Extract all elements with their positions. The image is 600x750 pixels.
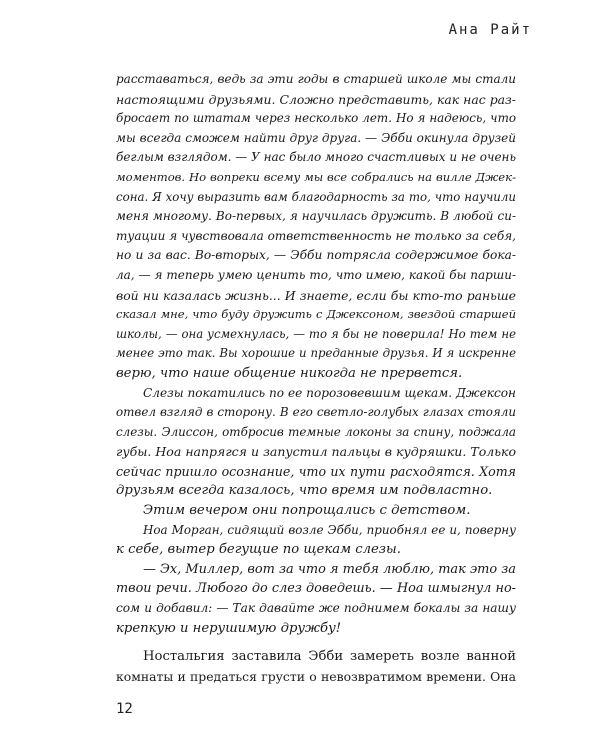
- text-line: сейчас пришло осознание, что их пути расходятся. Хотя: [116, 463, 516, 479]
- roman-paragraph: [116, 647, 516, 686]
- text-line: мы всегда сможем найти друг друга. — Эбби окинула друзей: [116, 130, 516, 145]
- text-line: сказал мне, что буду дружить с Джексоном, звездой старшей: [116, 307, 516, 322]
- text-line: школы, — она усмехнулась, — то я бы не поверила! Но тем не: [116, 326, 516, 341]
- text-line: Ностальгия заставила Эбби замереть возле ванной: [143, 649, 516, 664]
- paragraph: [116, 647, 516, 686]
- text-line: Этим вечером они попрощались с детством.: [143, 503, 471, 519]
- text-line: расставаться, ведь за эти годы в старшей школе мы стали: [116, 72, 516, 86]
- paragraph: [116, 501, 516, 521]
- text-line: друзьям всегда казалось, что время им подвластно.: [116, 483, 493, 499]
- text-line: меня многому. Во-первых, я научилась дружить. В любой си-: [116, 209, 516, 224]
- text-line: — Эх, Миллер, вот за что я тебя люблю, так это за: [143, 561, 516, 577]
- paragraph: [116, 560, 516, 638]
- text-line: ла, — я теперь умею ценить то, что имею, какой бы парши-: [116, 267, 516, 282]
- paragraph: [116, 384, 516, 502]
- text-line: сом и добавил: — Так давайте же поднимем бокалы за нашу: [116, 601, 516, 616]
- paragraph: [116, 521, 516, 560]
- running-header: Ана Райт: [448, 22, 532, 38]
- text-line: настоящими друзьями. Сложно представить, как нас раз-: [116, 91, 516, 107]
- text-line: отвел взгляд в сторону. В его светло-голубых глазах стояли: [116, 405, 516, 420]
- text-line: губы. Ноа напрягся и запустил пальцы в кудряшки. Только: [116, 444, 516, 460]
- page-number: 12: [116, 701, 133, 717]
- italic-passage: [116, 70, 516, 638]
- text-line: вой ни казалась жизнь... И знаете, если бы кто-то раньше: [116, 287, 516, 303]
- text-line: Ноа Морган, сидящий возле Эбби, приобнял ее и, поверну: [143, 522, 516, 537]
- text-line: крепкую и нерушимую дружбу!: [116, 620, 342, 636]
- text-line: слезы. Элиссон, отбросив темные локоны за спину, поджала: [116, 424, 516, 439]
- text-line: моментов. Но вопреки всему мы все собрались на вилле Джек-: [116, 169, 516, 184]
- text-line: Слезы покатились по ее порозовевшим щекам. Джексон: [143, 385, 516, 400]
- text-line: верю, что наше общение никогда не прервется.: [116, 365, 463, 381]
- text-line: бросает по штатам через несколько лет. Но я надеюсь, что: [116, 111, 516, 126]
- text-line: менее это так. Вы хорошие и преданные друзья. И я искренне: [116, 346, 516, 361]
- paragraph: [116, 70, 516, 384]
- text-line: туации я чувствовала ответственность не только за себя,: [116, 228, 516, 243]
- text-line: сона. Я хочу выразить вам благодарность за то, что научили: [116, 189, 516, 204]
- text-line: комнаты и предаться грусти о невозвратимом времени. Она: [116, 668, 516, 684]
- text-line: беглым взглядом. — У нас было много счастливых и не очень: [116, 150, 516, 165]
- text-line: к себе, вытер бегущие по щекам слезы.: [116, 542, 401, 558]
- text-line: твои речи. Любого до слез доведешь. — Ноа шмыгнул но-: [116, 581, 516, 597]
- text-line: но и за вас. Во-вторых, — Эбби потрясла содержимое бока-: [116, 248, 516, 263]
